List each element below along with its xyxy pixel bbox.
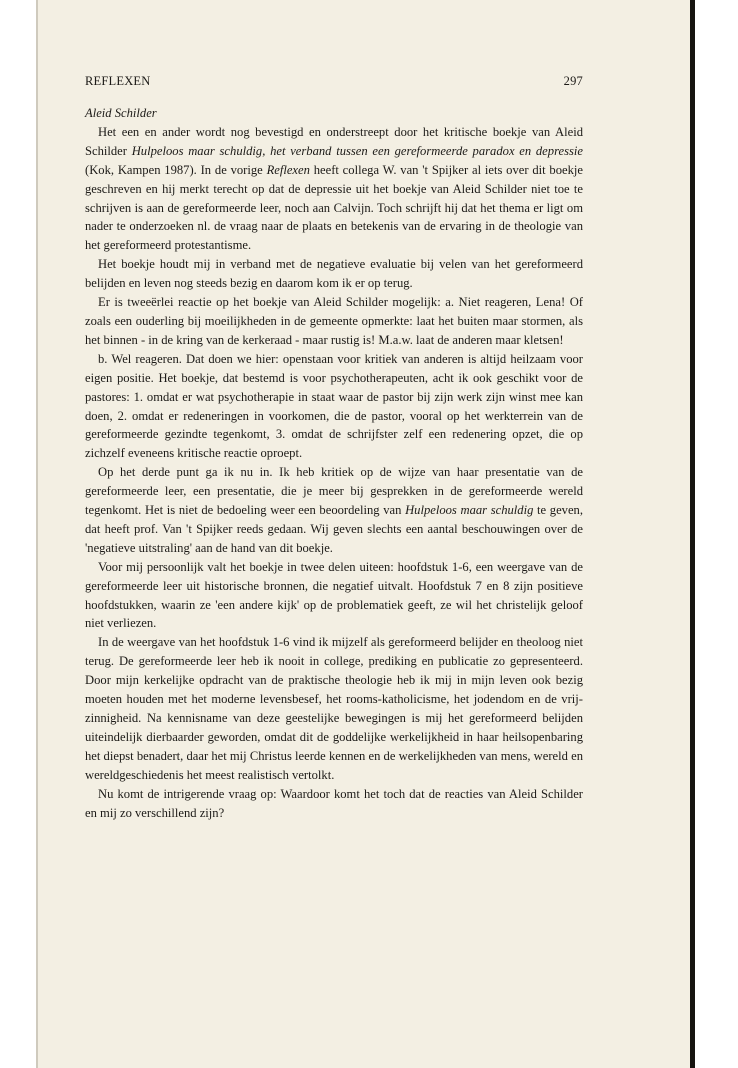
paragraph-3: Er is tweeërlei reactie op het boekje van Aleid Schilder mogelijk: a. Niet reageren, Lena! Of zoals een ouderling bij moeilijkheden in de gemeente opmerkte: laat het buiten maar stormen, als het binnen - in de kring van de kerkeraad - maar rustig is! M.a.w. laat de anderen maar kletsen! bbox=[85, 295, 583, 347]
journal-title-italic: Reflexen bbox=[266, 162, 310, 177]
paragraph-1 bbox=[85, 123, 583, 255]
paragraph-5-text-a: Op het derde punt ga ik nu in. Ik heb kritiek op de wijze van haar presentatie van de gereformeerde leer, een presentatie, die je meer bij gesprekken in de gereformeerde wereld tegenkomt. Het is niet de bedoeling weer een beoordeling van bbox=[85, 465, 583, 518]
paragraph-5-text-c: te geven, dat heeft prof. Van 't Spijker reeds gedaan. Wij geven slechts een aantal beschouwingen over de 'negatieve uitstraling' aan de hand van dit boekje. bbox=[85, 503, 583, 555]
paragraph-1-text-a: Het een en ander wordt nog bevestigd en onderstreept door het kritische boekje van Aleid Schilder bbox=[85, 124, 583, 158]
running-title: REFLEXEN bbox=[85, 74, 151, 88]
paragraph-7: In de weergave van het hoofdstuk 1-6 vind ik mijzelf als gereformeerd belijder en theoloog niet terug. De gereformeerde leer heb ik nooit in college, prediking en publicatie zo gepresenteerd. Door mijn kerkelijke opdracht van de praktische theologie heb ik mij in mijn leven ook bezig moeten houden met het moderne levensbesef, het rooms-katholicisme, het jodendom en de vrijzinnigheid. Na kennisname van deze geestelijke bewegingen is mij het gereformeerd belijden uiteindelijk dierbaarder geworden, omdat dit de goddelijke werkelijkheid in haar heilsopenbaring het diepst benadert, daar het mij Christus leerde kennen en de werkelijkheden van mens, wereld en wereldgeschiedenis het meest realistisch vertolkt. bbox=[85, 635, 583, 782]
paragraph-1-text-c: (Kok, Kampen 1987). In de vorige bbox=[85, 162, 267, 177]
paragraph-1-text-e: heeft collega W. van 't Spijker al iets over dit boekje geschreven en hij merkt terecht op dat de depressie uit het boekje van Aleid Schilder niet toe te schrijven is aan de gereformeerde leer, noch aan Calvijn. Toch schrijft hij dat het thema er ligt om nader te onderzoeken nl. de vraag naar de plaats en betekenis van de ervaring in de theologie van het gereformeerd protestantisme. bbox=[85, 162, 584, 253]
paragraph-8: Nu komt de intrigerende vraag op: Waardoor komt het toch dat de reacties van Aleid Schilder en mij zo verschillend zijn? bbox=[85, 786, 583, 820]
book-title-italic: Hulpeloos maar schuldig, het verband tussen een gereformeerde paradox en depressie bbox=[131, 143, 583, 158]
paragraph-5 bbox=[85, 463, 583, 558]
paragraph-2: Het boekje houdt mij in verband met de negatieve evaluatie bij velen van het gereformeerd belijden en leven nog steeds bezig en daarom kom ik er op terug. bbox=[85, 257, 583, 291]
scan-right-edge bbox=[690, 0, 695, 1068]
page-number: 297 bbox=[563, 74, 583, 88]
section-heading: Aleid Schilder bbox=[85, 106, 157, 120]
paragraph-6: Voor mij persoonlijk valt het boekje in twee delen uiteen: hoofdstuk 1-6, een weergave van de gereformeerde leer uit historische bronnen, die negatief uitvalt. Hoofdstuk 7 en 8 zijn positieve hoofdstukken, waarin ze 'een andere kijk' op de problematiek geeft, ze wil het christelijk geloof niet verliezen. bbox=[85, 559, 583, 631]
book-title-italic-2: Hulpeloos maar schuldig bbox=[405, 503, 534, 518]
paragraph-4: b. Wel reageren. Dat doen we hier: openstaan voor kritiek van anderen is altijd heilzaam voor eigen positie. Het boekje, dat bestemd is voor psychotherapeuten, acht ik ook geschikt voor de pastores: 1. omdat er wat psychotherapie in staat waar de pastor bij zijn werk zijn winst mee kan doen, 2. omdat er redeneringen in voorkomen, die de pastor, vooral op het werkterrein van de gereformeerde gezindte tegenkomt, 3. omdat de schrijfster zelf een redenering opzet, die op zichzelf eveneens kritische reactie oproept. bbox=[85, 351, 583, 461]
article-body bbox=[85, 104, 583, 822]
